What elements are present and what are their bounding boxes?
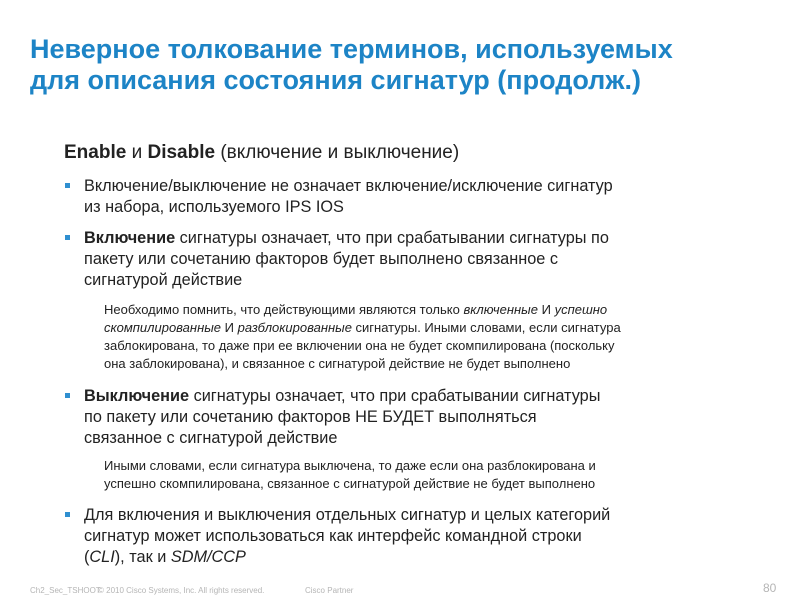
bullet-list bbox=[64, 176, 764, 568]
note-1-text: И bbox=[537, 302, 555, 317]
bullet-3-line-3: связанное с сигнатурой действие bbox=[84, 429, 338, 447]
square-bullet-icon bbox=[65, 393, 70, 398]
bullet-2-line-1-rest: сигнатуры означает, что при срабатывании сигнатуры по bbox=[175, 229, 609, 247]
bullet-4-text: ( bbox=[84, 548, 90, 566]
note-1-italic-successfully: успешно bbox=[554, 302, 608, 317]
bullet-4-italic-sdm-ccp: SDM/CCP bbox=[170, 548, 246, 566]
bullet-3-bold-term: Выключение bbox=[84, 387, 190, 405]
slide-footer bbox=[0, 581, 800, 600]
subheading-rest: (включение и выключение) bbox=[215, 142, 460, 163]
note-1-italic-unretired: разблокированные bbox=[237, 320, 352, 335]
subheading-disable: Disable bbox=[147, 142, 216, 163]
note-1-text: сигнатуры. Иными словами, если сигнатура bbox=[351, 320, 621, 335]
square-bullet-icon bbox=[65, 512, 70, 517]
bullet-4-text: ), так и bbox=[114, 548, 171, 566]
bullet-item-3 bbox=[64, 386, 764, 449]
note-1-line-4: она заблокирована), и связанное с сигнатурой действие не будет выполнено bbox=[104, 356, 571, 371]
bullet-2-line-3: сигнатурой действие bbox=[84, 271, 243, 289]
subheading-enable: Enable bbox=[64, 142, 127, 163]
bullet-2-line-1 bbox=[84, 228, 764, 249]
note-1-line-1 bbox=[104, 301, 764, 319]
note-1-italic-compiled: скомпилированные bbox=[104, 320, 222, 335]
note-1-text: Необходимо помнить, что действующими являются только bbox=[104, 302, 464, 317]
bullet-4-line-3 bbox=[84, 547, 764, 568]
note-1-line-2 bbox=[104, 319, 764, 337]
note-2-line-2: успешно скомпилирована, связанное с сигнатурой действие не будет выполнено bbox=[104, 476, 596, 491]
footer-copyright: © 2010 Cisco Systems, Inc. All rights reserved. bbox=[98, 586, 265, 595]
footer-partner: Cisco Partner bbox=[305, 586, 354, 595]
bullet-3-line-2: по пакету или сочетанию факторов НЕ БУДЕТ выполняться bbox=[84, 408, 537, 426]
bullet-4-line-1: Для включения и выключения отдельных сигнатур и целых категорий bbox=[84, 506, 611, 524]
bullet-item-4 bbox=[64, 505, 764, 568]
subheading-and: и bbox=[126, 142, 148, 163]
footer-course-code: Ch2_Sec_TSHOOT bbox=[30, 586, 101, 595]
bullet-1-line-1: Включение/выключение не означает включение/исключение сигнатур bbox=[84, 177, 613, 195]
footer-page-number: 80 bbox=[763, 581, 777, 595]
note-2-line-1: Иными словами, если сигнатура выключена, то даже если она разблокирована и bbox=[104, 458, 596, 473]
note-1-italic-enabled: включенные bbox=[463, 302, 538, 317]
section-subheading bbox=[64, 141, 459, 165]
bullet-2-line-2: пакету или сочетанию факторов будет выполнено связанное с bbox=[84, 250, 558, 268]
square-bullet-icon bbox=[65, 183, 70, 188]
note-1-text: И bbox=[221, 320, 238, 335]
bullet-2-bold-term: Включение bbox=[84, 229, 176, 247]
bullet-item-1 bbox=[64, 176, 764, 218]
bullet-4-italic-cli: CLI bbox=[89, 548, 115, 566]
bullet-1-line-2: из набора, используемого IPS IOS bbox=[84, 198, 344, 216]
bullet-item-2 bbox=[64, 228, 764, 291]
slide-title-line-1: Неверное толкование терминов, используемых bbox=[30, 34, 673, 64]
bullet-3-line-1 bbox=[84, 386, 764, 407]
sub-note-2 bbox=[64, 457, 764, 493]
square-bullet-icon bbox=[65, 235, 70, 240]
note-1-line-3: заблокирована, то даже при ее включении она не будет скомпилирована (поскольку bbox=[104, 338, 615, 353]
bullet-3-line-1-rest: сигнатуры означает, что при срабатывании сигнатуры bbox=[189, 387, 601, 405]
bullet-4-line-2: сигнатур может использоваться как интерфейс командной строки bbox=[84, 527, 582, 545]
slide-title bbox=[30, 34, 790, 96]
slide-title-line-2: для описания состояния сигнатур (продолж.) bbox=[30, 65, 641, 95]
sub-note-1 bbox=[64, 301, 764, 373]
